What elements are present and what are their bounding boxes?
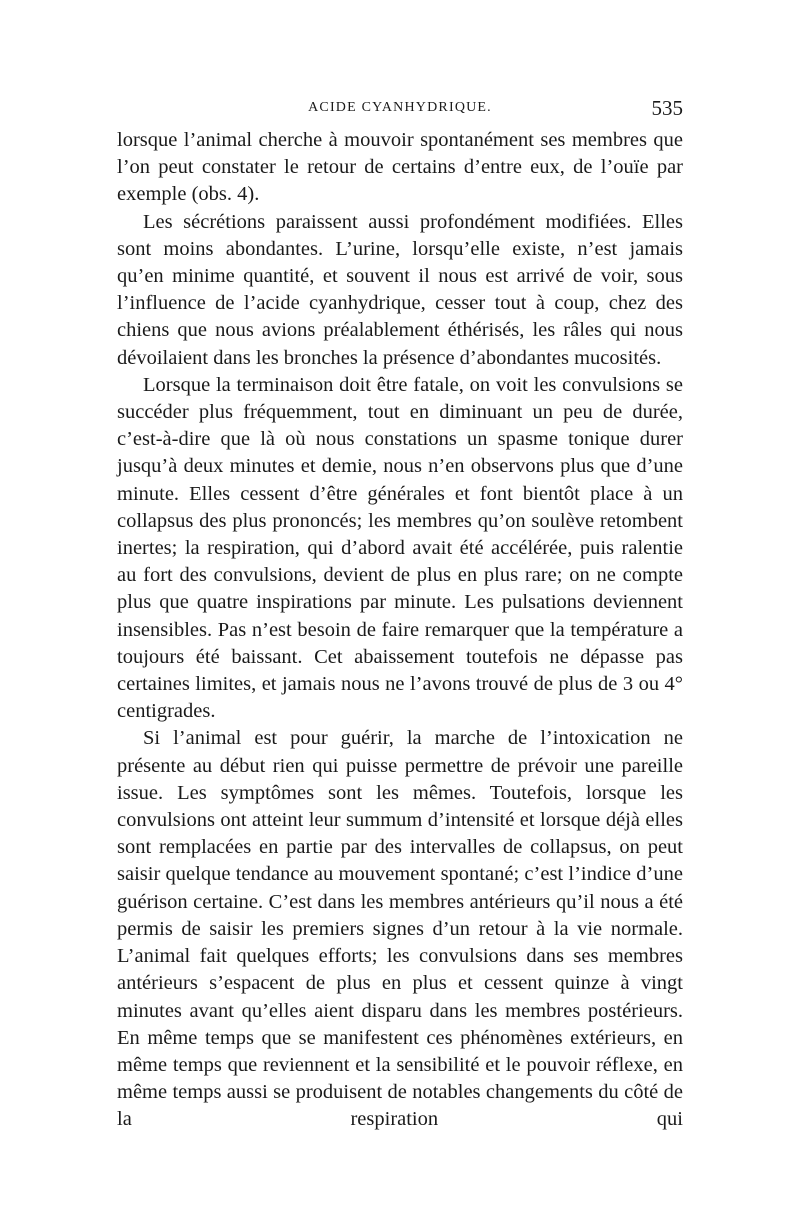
- paragraph-secretions: Les sécrétions paraissent aussi profondément modifiées. Elles sont moins abondantes. L’urine, lorsqu’elle existe, n’est jamais qu’en minime quantité, et souvent il nous est arrivé de voir, sous l’influence de l’acide cyanhydrique, cesser tout à coup, chez des chiens que nous avions préalablement éthérisés, les râles qui nous dévoilaient dans les bronches la présence d’abondantes mucosités.: [117, 210, 683, 369]
- body-text: [117, 127, 683, 1134]
- running-title: ACIDE CYANHYDRIQUE.: [308, 100, 492, 115]
- paragraph-fatal-termination: Lorsque la terminaison doit être fatale, on voit les convulsions se succéder plus fréquemment, tout en diminuant un peu de durée, c’est-à-dire que là où nous constations un spasme tonique durer jusqu’à deux minutes et demie, nous n’en observons plus que d’une minute. Elles cessent d’être générales et font bientôt place à un collapsus des plus prononcés; les membres qu’on soulève retombent inertes; la respiration, qui d’abord avait été accélérée, puis ralentie au fort des convulsions, devient de plus en plus rare; on ne compte plus que quatre inspirations par minute. Les pulsations deviennent insensibles. Pas n’est besoin de faire remarquer que la température a toujours été baissant. Cet abaissement toutefois ne dépasse pas certaines limites, et jamais nous ne l’avons trouvé de plus de 3 ou 4° centigrades.: [117, 373, 683, 723]
- running-head: [117, 98, 683, 122]
- page-number: 535: [651, 96, 683, 120]
- paragraph-recovery: Si l’animal est pour guérir, la marche de l’intoxication ne présente au début rien qui puisse permettre de prévoir une pareille issue. Les symptômes sont les mêmes. Toutefois, lorsque les convulsions ont atteint leur summum d’intensité et lorsque déjà elles sont remplacées en partie par des intervalles de collapsus, on peut saisir quelque tendance au mouvement spontané; c’est l’indice d’une guérison certaine. C’est dans les membres antérieurs qu’il nous a été permis de saisir les premiers signes d’un retour à la vie normale. L’animal fait quelques efforts; les convulsions dans ses membres antérieurs s’espacent de plus en plus et cessent quinze à vingt minutes avant qu’elles aient disparu dans les membres postérieurs. En même temps que se manifestent ces phénomènes extérieurs, en même temps que reviennent et la sensibilité et le pouvoir réflexe, en même temps aussi se produisent de notables changements du côté de la respiration qui: [117, 727, 683, 1131]
- paragraph-continuation: lorsque l’animal cherche à mouvoir spontanément ses membres que l’on peut constater le retour de certains d’entre eux, de l’ouïe par exemple (obs. 4).: [117, 129, 683, 206]
